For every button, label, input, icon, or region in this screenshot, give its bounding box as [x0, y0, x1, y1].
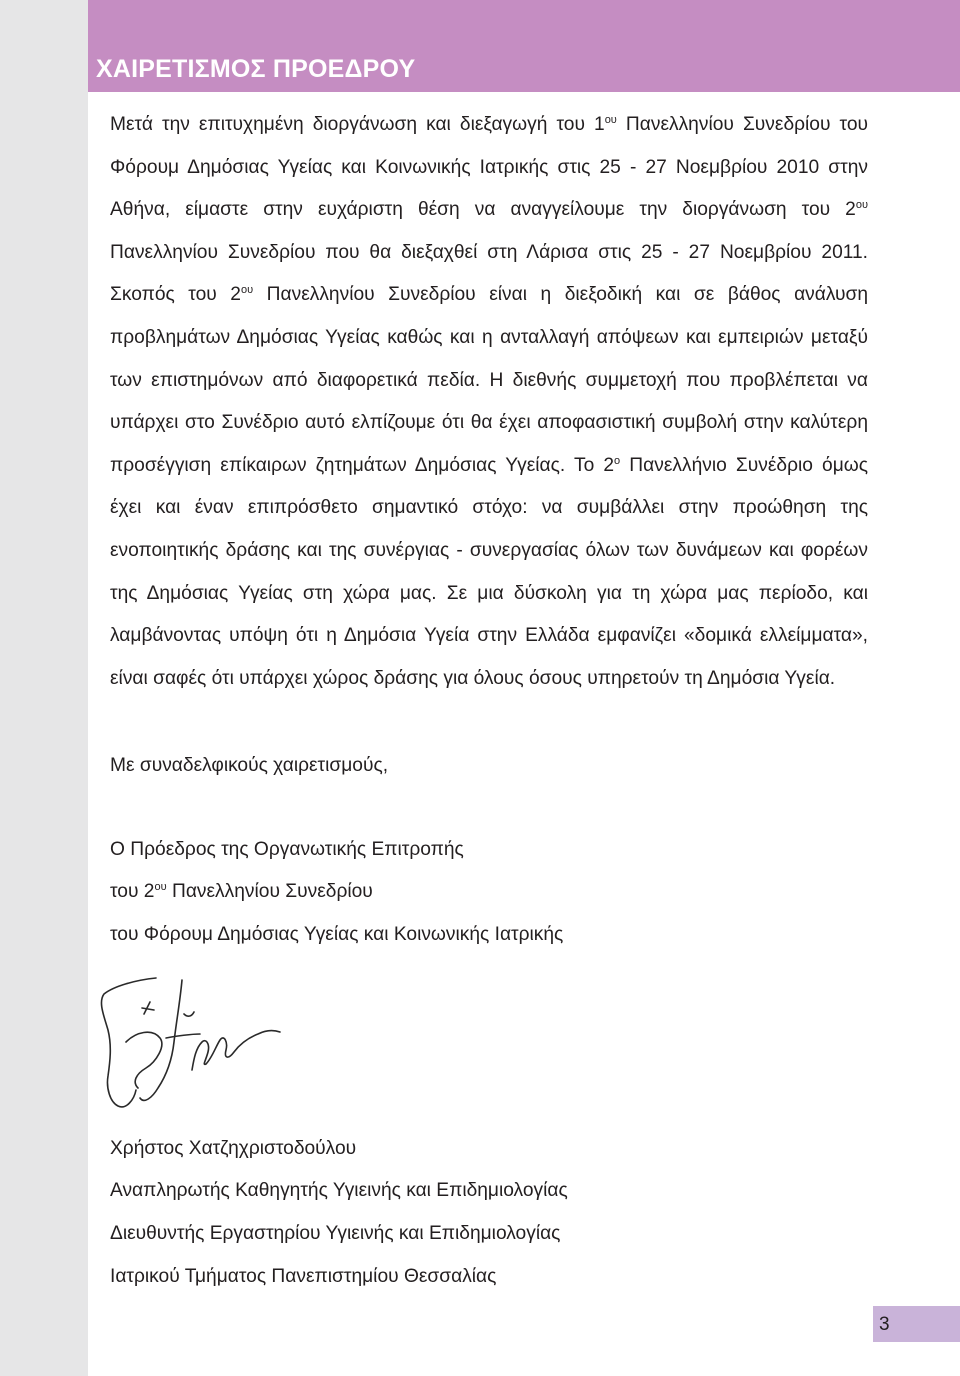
body-text-segment: Πανελληνίου Συνεδρίου είναι η διεξοδική και σε βάθος ανάλυση προβλημάτων Δημόσιας Υγείας καθώς και η ανταλλαγή απόψεων και εμπειριών μεταξύ των επιστημόνων από διαφορετικά πεδία. Η διεθνής συμμετοχή που προβλέπεται να υπάρχει στο Συνέδριο αυτό ελπίζουμε ότι θα έχει αποφασιστική συμβολή στην καλύτερη προσέγγιση επίκαιρων ζητημάτων Δημόσιας Υγείας. Το 2 [110, 284, 868, 476]
closing-greeting: Με συναδελφικούς χαιρετισμούς, [110, 755, 389, 776]
ordinal-suffix: ου [240, 284, 254, 297]
ordinal-suffix: ου [604, 114, 617, 126]
signatory-title: Αναπληρωτής Καθηγητής Υγιεινής και Επιδημιολογίας [110, 1180, 568, 1201]
body-paragraph [110, 104, 868, 700]
congress-line-text: Πανελληνίου Συνεδρίου [166, 881, 373, 902]
body-text-segment: Πανελληνίου Συνεδρίου που θα διεξαχθεί στη Λάρισα στις 25 - 27 Νοεμβρίου 2011. Σκοπός του 2 [110, 241, 868, 306]
page-number: 3 [879, 1314, 890, 1335]
signatory-affiliation: Ιατρικού Τμήματος Πανεπιστημίου Θεσσαλίας [110, 1266, 497, 1287]
body-text-segment: Πανελλήνιο Συνέδριο όμως έχει και έναν επιπρόσθετο σημαντικό στόχο: να συμβάλλει στην προώθηση της ενοποιητικής δράσης και της συνέργιας - συνεργασίας όλων των δυνάμεων και φορέων της Δημόσιας Υγείας στη χώρα μας. Σε μια δύσκολη για τη χώρα μας περίοδο, και λαμβάνοντας υπόψη ότι η Δημόσια Υγεία στην Ελλάδα εμφανίζει «δομικά ελλείμματα», είναι σαφές ότι υπάρχει χώρος δράσης για όλους όσους υπηρετούν τη Δημόσια Υγεία. [110, 454, 868, 689]
forum-line: του Φόρουμ Δημόσιας Υγείας και Κοινωνικής Ιατρικής [110, 924, 564, 945]
congress-line [110, 878, 373, 906]
ordinal-suffix: ου [855, 199, 868, 212]
ordinal-suffix: ου [154, 881, 167, 893]
body-text-segment: Μετά την επιτυχημένη διοργάνωση και διεξαγωγή του 1 [110, 114, 605, 135]
congress-line-text: του 2 [110, 881, 155, 902]
chair-role-line: Ο Πρόεδρος της Οργανωτικής Επιτροπής [110, 839, 464, 860]
handwritten-signature [96, 972, 286, 1112]
ordinal-suffix: ο [614, 454, 621, 467]
left-margin-strip [0, 0, 88, 1376]
signatory-title: Διευθυντής Εργαστηρίου Υγιεινής και Επιδημιολογίας [110, 1223, 561, 1244]
signatory-name: Χρήστος Χατζηχριστοδούλου [110, 1138, 357, 1159]
page-title: ΧΑΙΡΕΤΙΣΜΟΣ ΠΡΟΕΔΡΟΥ [96, 55, 416, 83]
body-text-segment: Πανελληνίου Συνεδρίου του Φόρουμ Δημόσιας Υγείας και Κοινωνικής Ιατρικής στις 25 - 27 Νοεμβρίου 2010 στην Αθήνα, είμαστε στην ευχάριστη θέση να αναγγείλουμε την διοργάνωση του 2 [110, 114, 869, 221]
